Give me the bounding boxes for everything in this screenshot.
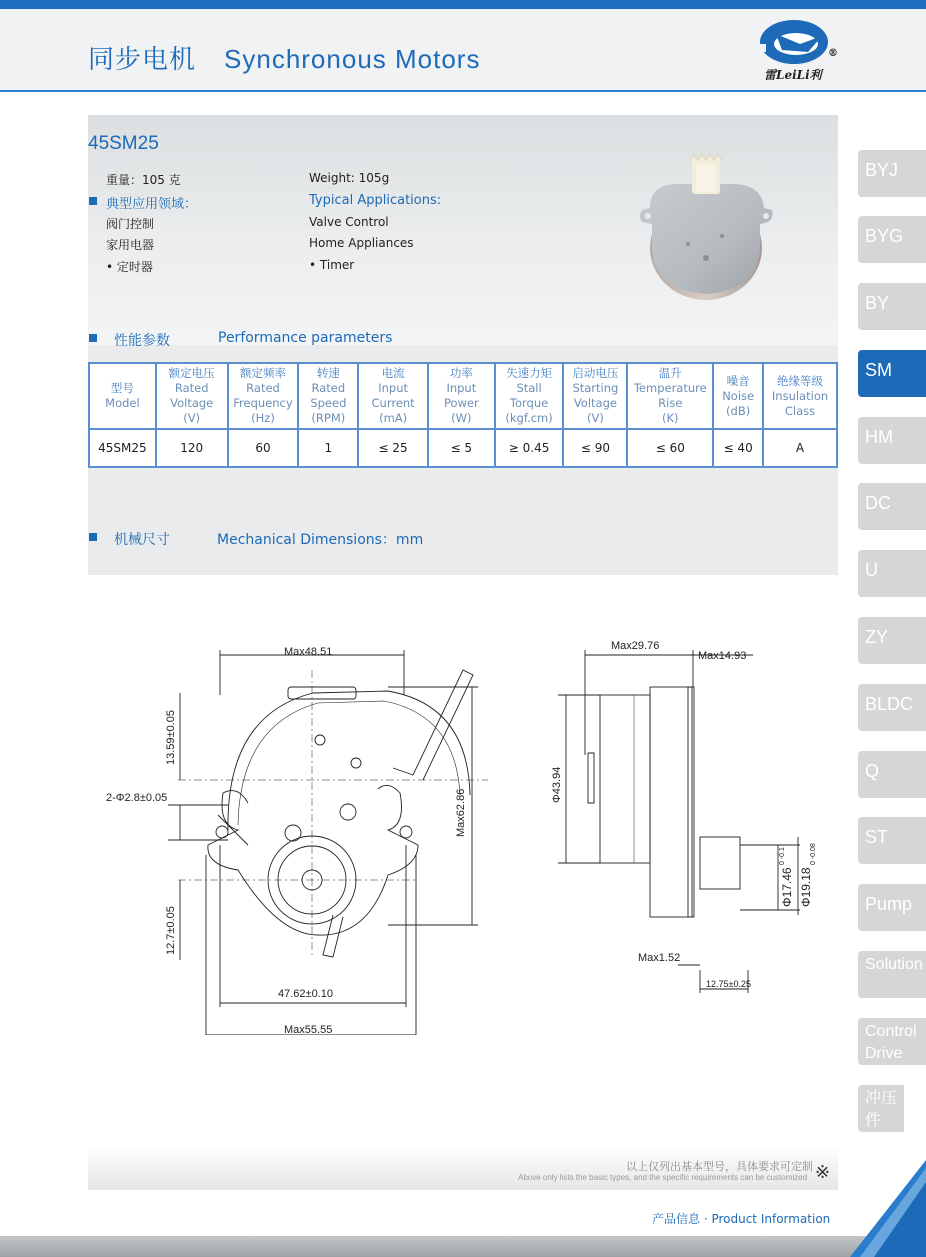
dim-gear-diameter-2: Φ19.18 — [799, 867, 813, 907]
dim-max-depth-2: Max14.93 — [698, 650, 747, 662]
header-en: Current — [371, 396, 415, 410]
dim-gear-tolerance-2: 0 -0.08 — [810, 843, 817, 865]
header-en: Input — [378, 381, 408, 395]
header-en: (W) — [451, 411, 472, 425]
table-cell: A — [763, 429, 837, 467]
table-cell: ≤ 40 — [713, 429, 763, 467]
performance-table — [88, 362, 838, 468]
header-en: Rated — [246, 381, 280, 395]
table-cell: 1 — [298, 429, 358, 467]
footer-bar — [0, 1236, 926, 1257]
table-header-cell — [763, 363, 837, 429]
side-tab-zy[interactable] — [858, 617, 926, 664]
mechanical-drawing — [88, 575, 838, 1035]
side-tab-label: BYG — [865, 226, 904, 246]
side-tab-hm[interactable] — [858, 417, 926, 464]
header-en: Torque — [509, 396, 549, 410]
header-en: (V) — [183, 411, 201, 425]
footer-label: 产品信息 · Product Information — [652, 1212, 831, 1226]
page-title-cn: 同步电机 — [88, 45, 197, 75]
table-header-cell — [228, 363, 299, 429]
applications-heading-en: Typical Applications: — [309, 193, 442, 208]
header-cn: 功率 — [449, 366, 473, 380]
dim-max-width-top: Max48.51 — [284, 646, 333, 658]
header-cn: 温升 — [658, 366, 682, 380]
table-cell: ≤ 90 — [563, 429, 627, 467]
header-en: Starting — [572, 381, 619, 395]
dim-hole-spacing: 47.62±0.10 — [278, 988, 333, 1000]
header-en: (K) — [662, 411, 679, 425]
header-en: (V) — [586, 411, 604, 425]
table-cell: ≤ 25 — [358, 429, 428, 467]
motor-photo — [636, 148, 776, 308]
table-header-cell — [495, 363, 564, 429]
customization-note-cn: 以上仅列出基本型号，具体要求可定制 — [626, 1160, 813, 1173]
header-cn: 噪音 — [726, 373, 750, 388]
side-tab-label: BYJ — [865, 160, 899, 180]
table-header-cell — [428, 363, 495, 429]
application-en-item: Valve Control — [309, 215, 389, 229]
side-tab-冲压件[interactable] — [858, 1085, 904, 1132]
side-tab-label: Solution — [865, 956, 923, 973]
header-en: Insulation — [771, 388, 829, 403]
side-tab-label: U — [865, 560, 878, 580]
table-cell: ≥ 0.45 — [495, 429, 564, 467]
mechanical-title-en: Mechanical Dimensions：mm — [217, 532, 424, 548]
dim-lower-offset: 12.7±0.05 — [165, 906, 177, 955]
application-en-item: • Timer — [309, 258, 355, 272]
dim-max-height: Max62.86 — [455, 788, 467, 837]
side-tab-label: HM — [865, 427, 893, 447]
brand-logo-text — [764, 48, 838, 83]
header-en: Class — [784, 403, 816, 418]
side-tab-pump[interactable] — [858, 884, 926, 931]
side-tab-byj[interactable] — [858, 150, 926, 197]
page-title-en: Synchronous Motors — [224, 44, 481, 74]
dim-gear-tolerance-1: 0 -0.1 — [779, 847, 786, 865]
side-tab-solution[interactable] — [858, 951, 926, 998]
header-en: (kgf.cm) — [505, 411, 553, 425]
header-cn: 额定电压 — [168, 366, 215, 380]
note-mark-icon: ※ — [815, 1162, 831, 1183]
weight-cn: 重量：105 克 — [106, 173, 181, 187]
side-tab-by[interactable] — [858, 283, 926, 330]
header-cn: 额定频率 — [240, 366, 286, 380]
dim-gear-diameter-1: Φ17.46 — [780, 867, 794, 907]
page-title — [88, 39, 480, 76]
header-cn: 失速力矩 — [506, 366, 553, 380]
header-cn: 启动电压 — [572, 366, 619, 380]
side-tab-label: 冲压件 — [865, 1090, 898, 1129]
header-en: Voltage — [573, 396, 617, 410]
side-tab-q[interactable] — [858, 751, 926, 798]
side-tab-label: DC — [865, 493, 891, 513]
application-cn-item: 家用电器 — [106, 238, 155, 252]
registered-mark: ® — [828, 48, 838, 59]
table-cell: 45SM25 — [89, 429, 156, 467]
side-tab-byg[interactable] — [858, 216, 926, 263]
side-tab-sm[interactable] — [858, 350, 926, 397]
header-en: (Hz) — [251, 411, 275, 425]
dim-shaft-length: 12.75±0.25 — [706, 979, 751, 989]
header-en: Speed — [310, 396, 347, 410]
table-cell: ≤ 5 — [428, 429, 495, 467]
weight-en: Weight: 105g — [309, 171, 390, 185]
side-tab-u[interactable] — [858, 550, 926, 597]
application-en-item: Home Appliances — [309, 236, 414, 250]
header-cn: 绝缘等级 — [777, 373, 824, 388]
table-cell: 60 — [228, 429, 299, 467]
application-cn-item: 阀门控制 — [106, 217, 155, 231]
dim-hole-offset: 13.59±0.05 — [165, 710, 177, 765]
corner-decoration — [850, 1160, 926, 1257]
side-tab-control-drive[interactable] — [858, 1018, 926, 1065]
header-cn: 转速 — [316, 366, 340, 380]
top-accent-bar — [0, 0, 926, 9]
header-en: Stall — [516, 381, 542, 395]
side-tab-label: ST — [865, 827, 889, 847]
performance-title-en: Performance parameters — [218, 330, 393, 346]
dim-max-152: Max1.52 — [638, 952, 681, 964]
header-en: Frequency — [233, 396, 293, 410]
bullet-square-icon — [89, 334, 97, 342]
table-cell: 120 — [156, 429, 228, 467]
side-tab-bldc[interactable] — [858, 684, 926, 731]
dim-max-depth: Max29.76 — [611, 640, 660, 652]
table-header-row — [89, 363, 837, 429]
header-en: Temperature — [633, 381, 707, 395]
performance-title-cn: 性能参数 — [114, 333, 170, 349]
bullet-square-icon — [89, 533, 97, 541]
side-tab-dc[interactable] — [858, 483, 926, 530]
side-tab-label: SM — [865, 360, 892, 380]
header-en: (RPM) — [311, 411, 346, 425]
header-cn: 型号 — [110, 381, 134, 395]
side-tab-label: BY — [865, 293, 890, 313]
side-tab-label: Q — [865, 761, 880, 781]
dim-holes: 2-Φ2.8±0.05 — [106, 792, 168, 804]
bullet-square-icon — [89, 197, 97, 205]
header-en: (mA) — [379, 411, 408, 425]
header-en: Rated — [311, 381, 346, 395]
mechanical-title-cn: 机械尺寸 — [114, 532, 170, 548]
customization-note-en: Above only lists the basic types, and the specific requirements can be customized — [518, 1173, 808, 1182]
table-row — [89, 429, 837, 467]
header-en: Rated — [174, 381, 209, 395]
model-title: 45SM25 — [88, 133, 159, 154]
side-tab-label: ZY — [865, 627, 889, 647]
table-header-cell — [627, 363, 713, 429]
table-header-cell — [563, 363, 627, 429]
table-header-cell — [89, 363, 156, 429]
header-en: Voltage — [170, 396, 214, 410]
header-en: Noise — [722, 388, 755, 403]
table-header-cell — [156, 363, 228, 429]
brand-name: 雷LeiLi利 — [764, 68, 822, 82]
dim-max-width-bottom: Max55.55 — [284, 1024, 333, 1035]
applications-heading-cn: 典型应用领域： — [106, 197, 198, 212]
header-en: Rise — [658, 396, 683, 410]
header-en: Input — [446, 381, 477, 395]
side-tab-label: Control Drive — [865, 1023, 917, 1062]
side-tab-label: Pump — [865, 894, 913, 914]
table-header-cell — [298, 363, 358, 429]
table-header-cell — [713, 363, 763, 429]
header-cn: 电流 — [381, 366, 405, 380]
header-en: Model — [105, 396, 140, 410]
header-en: Power — [443, 396, 479, 410]
side-tab-st[interactable] — [858, 817, 926, 864]
application-cn-item: • 定时器 — [106, 260, 153, 274]
side-tab-label: BLDC — [865, 694, 914, 714]
table-cell: ≤ 60 — [627, 429, 713, 467]
table-header-cell — [358, 363, 428, 429]
header-en: (dB) — [726, 403, 751, 418]
dim-body-diameter: Φ43.94 — [551, 766, 563, 803]
